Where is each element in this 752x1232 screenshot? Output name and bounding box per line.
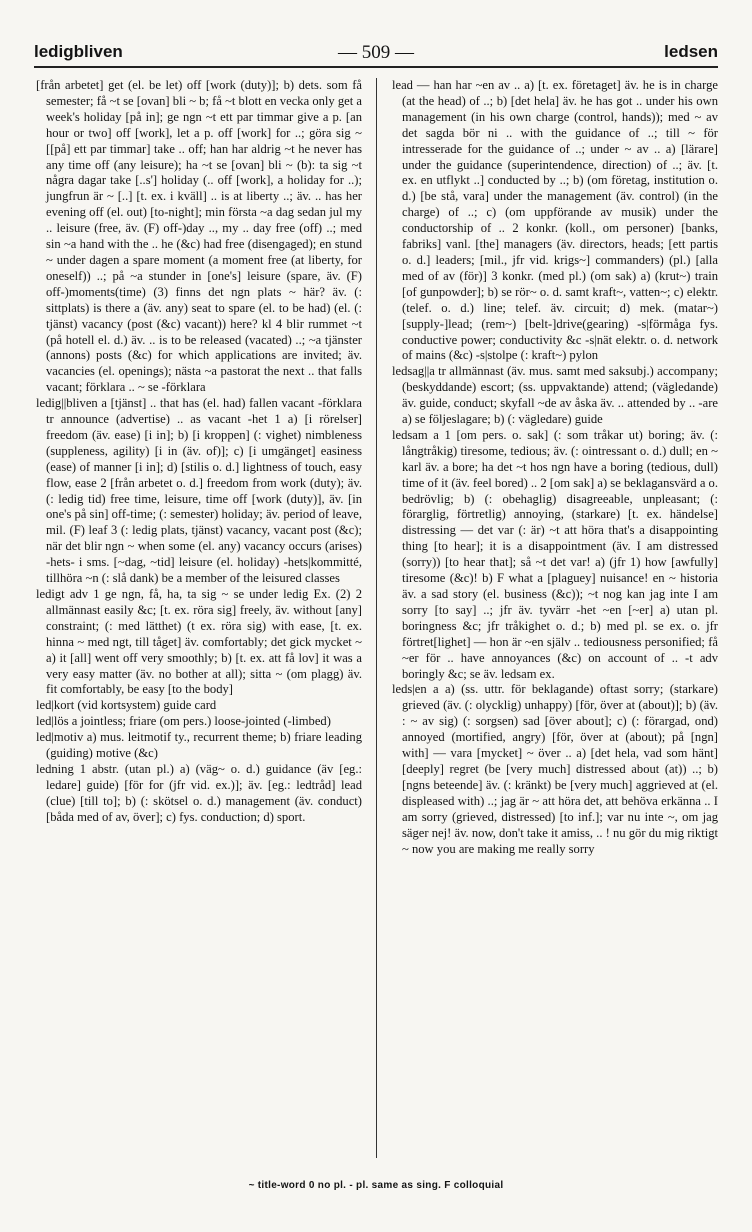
right-guide-word: ledsen bbox=[664, 42, 718, 61]
entry-ledsen: leds|en a a) (ss. uttr. för beklagande) oftast sorry; (starkare) grieved (äv. (: olycklig) unhappy) [för, över at (about)]; b) (äv. : ~ av sig) (: sorgsen) sad [över about]; c) (: förargad, ond) annoyed (mortified, angry) [för, över at (about); på [ngn] with] — vara [mycket] ~ över .. a) [det hela, vad som hänt] [deeply] regret (be [very much] distressed about (at)) ..; b) [ngns beteende] äv. (: kränkt) be [very much] aggrieved at (el. displeased with) ..; jag är ~ att höra det, att behöva erkänna .. I am sorry (grieved, distressed) [to inf.]; var nu inte ~, om jag säger nej! äv. now, don't take it amiss, .. ! nu gör du mig riktigt ~ now you are making me really sorry bbox=[392, 682, 718, 856]
entry-ledmotiv: led|motiv a) mus. leitmotif ty., recurrent theme; b) friare leading (guiding) motive (&c) bbox=[36, 730, 362, 761]
left-guide-word: ledigbliven bbox=[34, 42, 123, 61]
page-number: — 509 — bbox=[338, 42, 414, 63]
entry-ledning-continued: lead — han har ~en av .. a) [t. ex. företaget] äv. he is in charge (at the head) of ..; b) [det hela] äv. he has got .. under his own management (in his own charge (control, hands)); med ~ av det sagda bör ni .. with the guidance of ..; till ~ för intresserade for the guidance of ..; under ~ av .. a) [lärare] under the guidance (superintendence, direction) of ..; äv. [t. ex. en utflykt ..] conducted by ..; b) (om företag, institution o. d.) [be stå, vara] under the management (äv. control) (in the charge) of ..; c) (om uppförande av musik) under the conductorship of .. 2 konkr. (koll., om personer) [banks, fabriks] vanl. [the] managers (äv. directors, heads; [ett partis o. d.] leaders; [mil., jfr vid. krigs~] commanders) (pl.) [alla med of av (för)] 3 konkr. (med pl.) (om sak) a) (krut~) train [of gunpowder]; b) se rör~ o. d. samt kraft~, vatten~; c) elektr. (telef. o. d.) line; telef. äv. circuit; d) mek. (matar~) [supply-]lead; (rem~) [belt-]drive(gearing) -s|förmåga fys. conductive power; conductivity &c -s|nät elektr. o. d. network of mains (&c) -s|stolpe (: kraft~) pylon bbox=[392, 78, 718, 363]
entry-ledig-continued: [från arbetet] get (el. be let) off [work (duty)]; b) dets. som få semester; få ~t se [ovan] bli ~ b; få ~t blott en vecka only get a week's holiday [på in]; ge ngn ~t ett par timmar give a p. [an hour or two] off [work], let a p. off [work] for ..; göra sig ~ [[på] ett par timmar] take .. off; han har aldrig ~t he never has any time off (any leisure); ha ~t se [ovan] bli ~ (b): ta sig ~t några dagar take [..s'] holiday (.. off [work], a holiday for ..); jungfrun är ~ [..] [t. ex. i kväll] .. is at liberty ..; äv. .. has her evening off (el. out) [to-night]; min första ~a dag sedan jul my .. leisure (free, äv. (F) off-)day .., my .. day free (off) ..; med sin ~a hand with the .. he (&c) had free (disengaged); en stund ~ under dagen a spare moment (a moment free (at liberty, for oneself)) ..; på ~a stunder in [one's] leisure (spare, äv. (F) off-)moments(time) (3) finns det ngn plats ~ här? äv. (: sittplats) is there a (äv. any) seat to spare (el. to be had) (el. (: tjänst) vacancy (post (&c) vacant)) here? kl 4 blir rummet ~t (på hotell el. d.) äv. .. is to be released (vacated) ..; ~a tjänster (annons) posts (&c) for which applications are invited; äv. vacancies (el. openings); nästa ~a pastorat the next .. that falls vacant; förklara .. ~ se -förklara bbox=[36, 78, 362, 395]
entry-ledigbliven: ledig||bliven a [tjänst] .. that has (el. had) fallen vacant -förklara tr announce (advertise) .. as vacant -het 1 a) [i rörelser] freedom (äv. ease) [i in]; b) [i kroppen] (: vighet) nimbleness (suppleness, agility) [i in (äv. of)]; c) [i umgänget] easiness (ease) of manner [i in]; d) [stilis o. d.] lightness of touch, easy flow, ease 2 [från arbetet o. d.] freedom from work (duty); äv. (: ledig tid) free time, leisure, time off [work (duty)], äv. [in one's på sin] off-time; (: semester) holiday; äv. period of leave, mil. (F) leaf 3 (: ledig plats, tjänst) vacancy, vacant post (&c); när det blir ngn ~ when some (el. any) vacancy occurs (arises) -hets- i sms. [~dag, ~tid] leisure (el. holiday) -hets|kommitté, tillhöra ~n (: slå dank) be a member of the leisured classes bbox=[36, 396, 362, 586]
entry-ledsam: ledsam a 1 [om pers. o. sak] (: som tråkar ut) boring; äv. (: långtråkig) tiresome, tedious; äv. (: ointressant o. d.) dull; en ~ karl äv. a bore; ha det ~t hos ngn have a boring (tedious, dull) time of it (äv. feel bored) .. 2 [om sak] a) se beklagansvärd a o. bedrövlig; b) (: obehaglig) disagreeable, unpleasant; (: förarglig, förtretlig) annoying, (starkare) [t. ex. händelse] distressing — det var (: är) ~t att höra that's a disappointing thing [to hear]; it is a disappointment (äv. I am distressed (sorry)) [to hear that]; så ~t det var! a) (jfr 1) how [awfully] tiresome (&c)! b) F what a [plaguey] nuisance! en ~ historia äv. a sad story (el. business (&c)); ~t nog kan jag inte I am sorry [to say] ..; jfr äv. tyvärr -het ~en [~er] a) utan pl. boringness &c; jfr tråkighet o. d.; b) med pl. se ex. o. jfr förtret[lighet] — hon är ~en själv .. tediousness personified; få ~er för .. have annoyances (&c) on account of .. -t adv boringly &c; se äv. ledsam ex. bbox=[392, 427, 718, 681]
entry-ledsaga: ledsag||a tr allmännast (äv. mus. samt med saksubj.) accompany; (beskyddande) escort; (ss. uppvaktande) attend; (vägledande) äv. guide, conduct; skyfall ~de av åska äv. .. attended by .. -are a) se följeslagare; b) (: vägledare) guide bbox=[392, 364, 718, 427]
footer-legend: ~ title-word 0 no pl. - pl. same as sing. F colloquial bbox=[248, 1180, 504, 1191]
entry-ledkort: led|kort (vid kortsystem) guide card bbox=[36, 698, 217, 713]
entry-ledlos: led|lös a jointless; friare (om pers.) loose-jointed (-limbed) bbox=[36, 714, 331, 729]
page-header bbox=[34, 32, 718, 70]
right-column bbox=[392, 78, 718, 1158]
entry-ledigt: ledigt adv 1 ge ngn, få, ha, ta sig ~ se under ledig Ex. (2) 2 allmännast easily &c; [t. ex. röra sig] freely, äv. without [any] constraint; (: med lätthet) (t ex. röra sig) with ease, [t. ex. hinna ~ med ngt, till tåget] äv. comfortably; det gick mycket ~ a) it [all] went off very smoothly; b) [t. ex. att få lov] it was a very easy matter (äv. no bother at all); sitta ~ (om plagg) äv. fit comfortably, be easy [to the body] bbox=[36, 587, 362, 697]
columns bbox=[36, 78, 722, 1158]
left-column bbox=[36, 78, 362, 1158]
entry-ledning: ledning 1 abstr. (utan pl.) a) (väg~ o. d.) guidance (äv [eg.: ledare] guide) [för for (jfr vid. ex.)]; äv. [eg.: ledtråd] lead (clue) [till to]; b) (: skötsel o. d.) management (äv. conduct) [båda med of av, över]; c) fys. conduction; d) sport. bbox=[36, 761, 362, 824]
header-rule bbox=[34, 66, 718, 68]
column-divider bbox=[376, 78, 377, 1158]
